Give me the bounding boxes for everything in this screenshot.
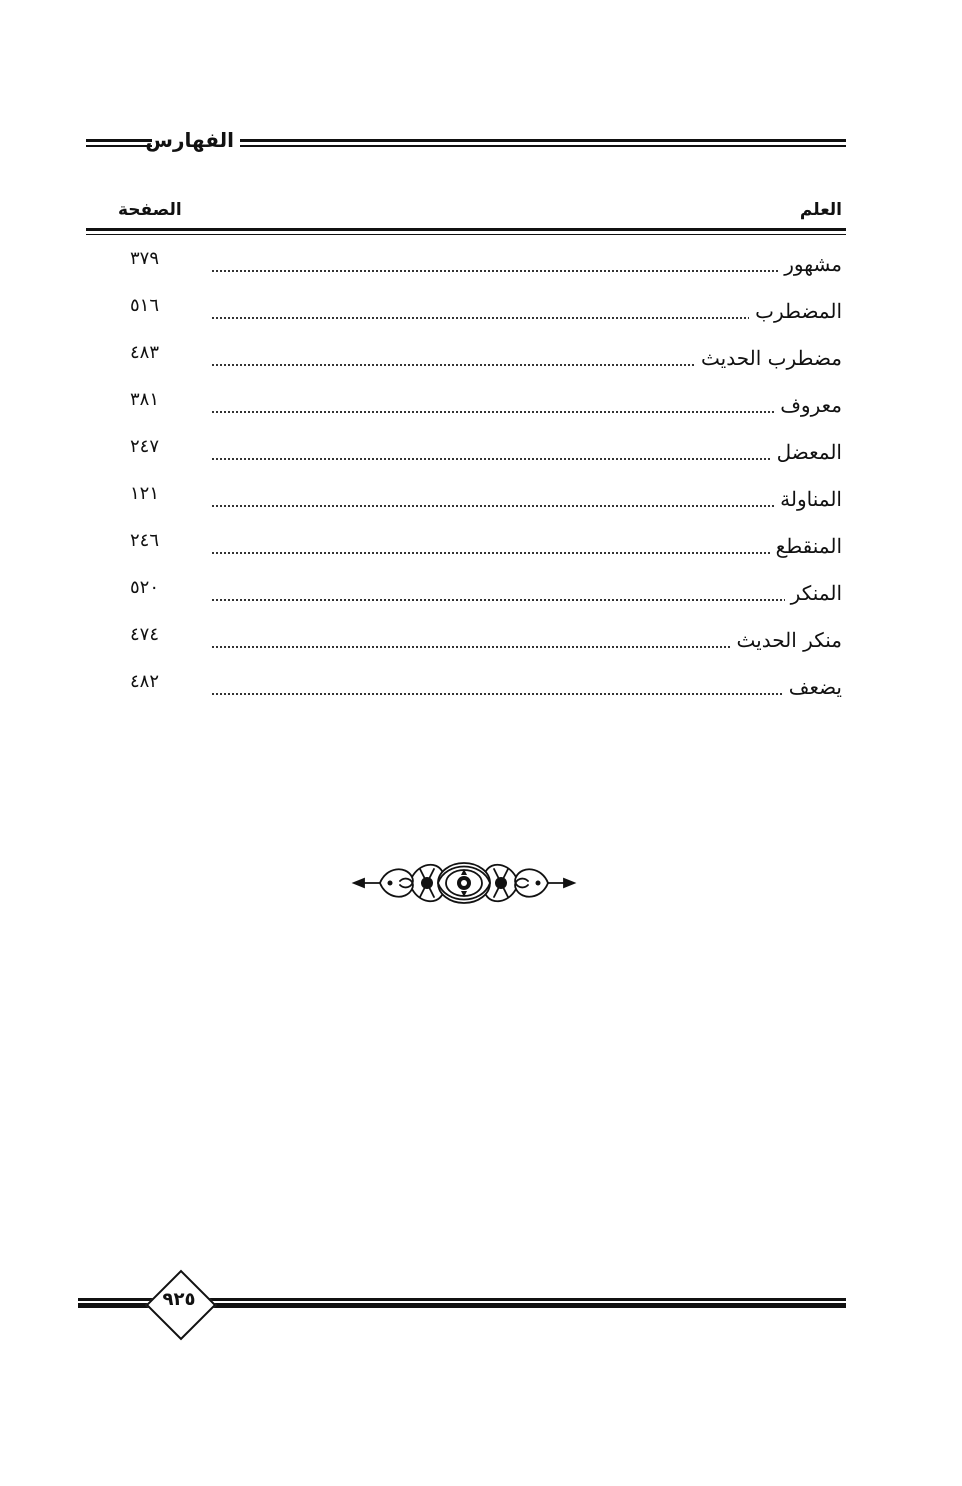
running-header-title: الفهارس [145,128,234,152]
page-number: ٩٢٥ [162,1289,196,1310]
dot-leader [212,458,842,460]
index-entry [110,434,842,481]
entry-page: ١٢١ [130,483,160,504]
dot-leader [212,411,842,413]
entry-term: مضطرب الحديث [695,346,842,370]
entry-page: ٥١٦ [130,295,160,316]
entry-term: المعضل [771,440,842,464]
dot-leader [212,552,842,554]
index-entry [110,481,842,528]
index-entry [110,575,842,622]
dot-leader [212,270,842,272]
entry-term: منكر الحديث [731,628,842,652]
entry-page: ٤٨٢ [130,671,160,692]
dot-leader [212,599,842,601]
index-entry [110,528,842,575]
entry-page: ٣٨١ [130,389,160,410]
index-entry [110,622,842,669]
entry-page: ٤٨٣ [130,342,160,363]
dot-leader [212,693,842,695]
entry-term: المناولة [774,487,842,511]
entry-page: ٤٧٤ [130,624,160,645]
index-entry [110,340,842,387]
index-entry [110,246,842,293]
entry-page: ٢٤٧ [130,436,160,457]
index-entry [110,669,842,716]
column-header-rule [86,228,846,236]
entry-page: ٢٤٦ [130,530,160,551]
dot-leader [212,317,842,319]
header-rule-right [240,139,846,148]
index-list [110,246,842,716]
header-rule-left [86,139,152,148]
page-number-badge [140,1264,220,1344]
column-header-page: الصفحة [118,200,182,220]
index-entry [110,293,842,340]
arabesque-ornament-icon [350,855,578,911]
entry-term: يضعف [783,675,842,699]
entry-term: المنقطع [770,534,842,558]
index-entry [110,387,842,434]
entry-term: مشهور [778,252,842,276]
entry-term: معروف [774,393,842,417]
dot-leader [212,505,842,507]
entry-term: المضطرب [749,299,842,323]
entry-page: ٥٢٠ [130,577,160,598]
entry-page: ٣٧٩ [130,248,160,269]
column-header-term: العلم [799,200,842,220]
entry-term: المنكر [785,581,842,605]
